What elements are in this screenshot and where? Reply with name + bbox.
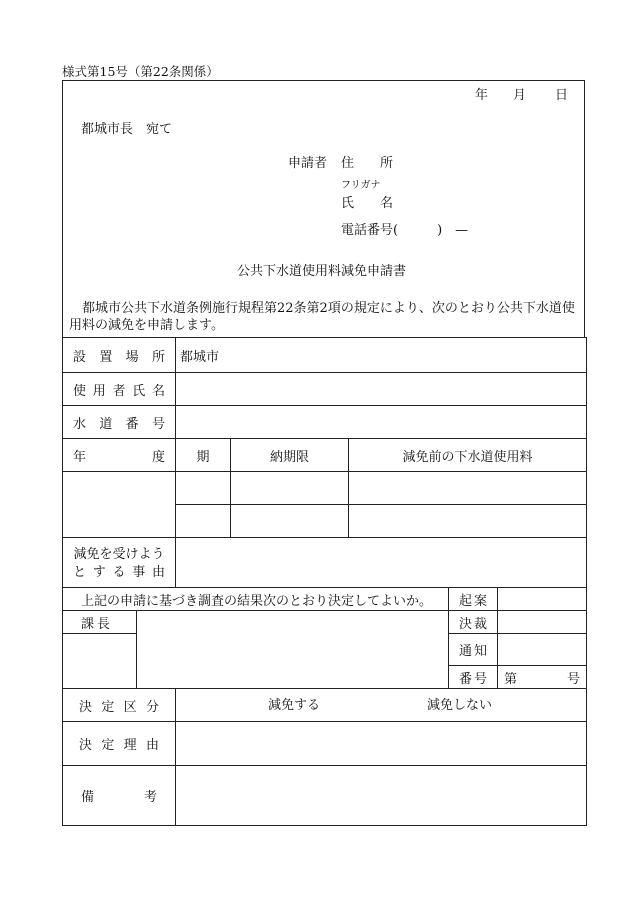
reason-label-line-1: 減免を受けよう (73, 546, 165, 562)
remarks-value-cell[interactable] (176, 766, 587, 826)
decision-reason-value-cell[interactable] (176, 722, 587, 766)
number-label-cell (449, 666, 498, 689)
water-number-value-cell[interactable] (176, 406, 587, 439)
fee-cell-1[interactable] (349, 472, 587, 505)
user-name-label: 使 用 者 氏 名 (73, 383, 165, 399)
decision-label: 決 裁 (459, 616, 487, 632)
notice-label-cell (449, 634, 498, 666)
location-value-cell[interactable] (176, 338, 587, 373)
date-day-label: 日 (555, 88, 569, 103)
applicant-phone-label: 電話番号( ) — (341, 223, 469, 238)
due-date-cell-2[interactable] (231, 505, 349, 538)
location-label-cell (63, 338, 176, 373)
date-month-label: 月 (513, 88, 527, 103)
approval-statement-cell (63, 588, 449, 611)
decision-category-label-cell (63, 689, 176, 722)
form-number-label: 様式第15号（第22条関係） (62, 64, 219, 79)
year-label-cell (63, 439, 176, 472)
user-name-label-cell (63, 373, 176, 406)
intro-text: 都城市公共下水道条例施行規程第22条第2項の規定により、次のとおり公共下水道使用料の減免を申請します。 (69, 301, 575, 333)
remarks-label-cell (63, 766, 176, 826)
decision-value-cell[interactable] (498, 611, 587, 634)
location-value: 都城市 (180, 349, 220, 365)
reason-label-line-2: と す る 事 由 (73, 564, 165, 580)
decision-reason-label-cell (63, 722, 176, 766)
number-value-cell[interactable] (498, 666, 587, 689)
applicant-furigana-label: フリガナ (341, 180, 381, 191)
user-name-value-cell[interactable] (176, 373, 587, 406)
decision-label-cell (449, 611, 498, 634)
water-number-label-cell (63, 406, 176, 439)
due-date-cell-1[interactable] (231, 472, 349, 505)
year-label: 年 度 (73, 449, 165, 465)
chief-label-cell (63, 611, 137, 634)
approval-statement: 上記の申請に基づき調査の結果次のとおり決定してよいか。 (81, 593, 433, 609)
reason-value-cell[interactable] (176, 538, 587, 588)
addressee: 都城市長 宛て (81, 122, 173, 137)
form-title: 公共下水道使用料減免申請書 (237, 264, 407, 279)
remarks-label: 備 考 (81, 790, 157, 805)
draft-label: 起 案 (459, 593, 487, 609)
period-header: 期 (176, 439, 231, 472)
period-cell-1[interactable] (176, 472, 231, 505)
year-value-cell[interactable] (63, 472, 176, 538)
draft-value-cell[interactable] (498, 588, 587, 611)
option-exempt[interactable]: 減免する (268, 698, 321, 713)
decision-reason-label: 決 定 理 由 (79, 738, 159, 753)
applicant-label: 申請者 (288, 156, 328, 171)
applicant-address-label: 住 所 (341, 156, 394, 171)
fee-cell-2[interactable] (349, 505, 587, 538)
approval-stamp-area[interactable] (137, 611, 449, 689)
period-cell-2[interactable] (176, 505, 231, 538)
decision-category-value-cell (176, 689, 587, 722)
application-header-box (62, 80, 585, 338)
draft-label-cell (449, 588, 498, 611)
reason-label-cell (63, 538, 176, 588)
location-label: 設 置 場 所 (73, 349, 165, 365)
date-year-label: 年 (475, 88, 489, 103)
due-date-header: 納期限 (231, 439, 349, 472)
decision-category-label: 決 定 区 分 (79, 699, 159, 715)
chief-label: 課 長 (81, 616, 110, 632)
applicant-name-label: 氏 名 (341, 196, 394, 211)
notice-value-cell[interactable] (498, 634, 587, 666)
number-label: 番 号 (459, 671, 487, 687)
option-not-exempt[interactable]: 減免しない (427, 698, 493, 713)
application-table (62, 337, 587, 826)
chief-stamp-cell[interactable] (63, 634, 137, 689)
number-value: 第 号 (504, 671, 581, 687)
water-number-label: 水 道 番 号 (73, 416, 165, 432)
fee-before-exemption-header: 減免前の下水道使用料 (349, 439, 587, 472)
notice-label: 通 知 (459, 644, 487, 659)
